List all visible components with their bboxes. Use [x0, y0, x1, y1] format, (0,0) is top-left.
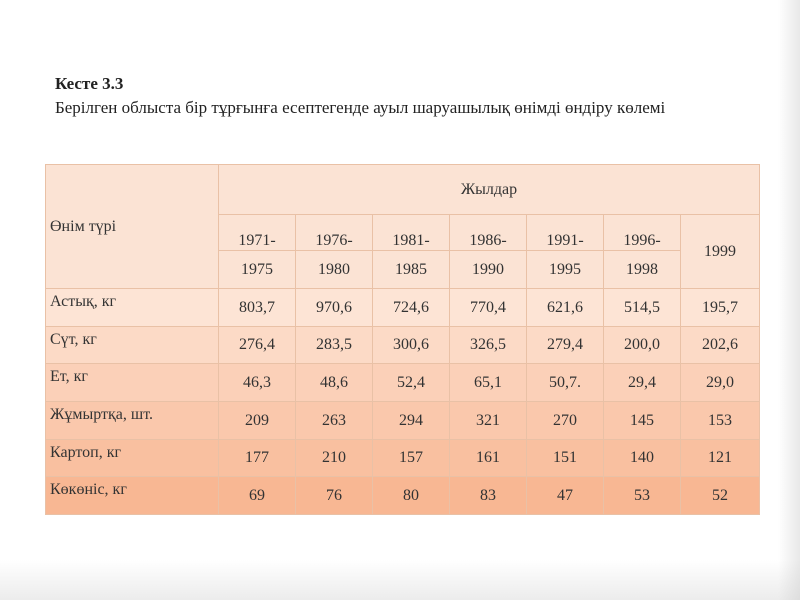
table-cell: 151	[527, 440, 604, 477]
row-label: Жұмыртқа, шт.	[46, 402, 219, 440]
table-cell: 514,5	[604, 289, 681, 327]
production-table-wrap	[45, 164, 760, 515]
table-cell: 53	[604, 477, 681, 515]
table-cell: 145	[604, 402, 681, 440]
slide-shadow-right	[778, 0, 800, 600]
period-start-2: 1976-	[296, 215, 373, 251]
table-cell: 52	[681, 477, 760, 515]
period-end-5: 1995	[527, 251, 604, 289]
production-table	[45, 164, 760, 515]
table-cell: 177	[219, 440, 296, 477]
table-row	[46, 440, 760, 477]
period-start-6: 1996-	[604, 215, 681, 251]
table-cell: 276,4	[219, 327, 296, 364]
table-cell: 970,6	[296, 289, 373, 327]
period-start-4: 1986-	[450, 215, 527, 251]
table-cell: 263	[296, 402, 373, 440]
period-start-3: 1981-	[373, 215, 450, 251]
table-cell: 50,7.	[527, 364, 604, 402]
table-cell: 65,1	[450, 364, 527, 402]
years-group-header: Жылдар	[219, 165, 760, 215]
row-label: Астық, кг	[46, 289, 219, 327]
table-cell: 294	[373, 402, 450, 440]
table-number: Кесте 3.3	[55, 74, 124, 93]
table-cell: 209	[219, 402, 296, 440]
table-cell: 76	[296, 477, 373, 515]
table-cell: 326,5	[450, 327, 527, 364]
slide-shadow-bottom	[0, 560, 800, 600]
table-caption	[55, 72, 755, 120]
table-cell: 321	[450, 402, 527, 440]
table-row	[46, 289, 760, 327]
table-cell: 803,7	[219, 289, 296, 327]
table-cell: 83	[450, 477, 527, 515]
table-cell: 47	[527, 477, 604, 515]
table-cell: 300,6	[373, 327, 450, 364]
table-cell: 210	[296, 440, 373, 477]
table-cell: 140	[604, 440, 681, 477]
table-cell: 279,4	[527, 327, 604, 364]
period-end-6: 1998	[604, 251, 681, 289]
row-label: Сүт, кг	[46, 327, 219, 364]
period-start-1: 1971-	[219, 215, 296, 251]
table-cell: 621,6	[527, 289, 604, 327]
period-start-5: 1991-	[527, 215, 604, 251]
table-cell: 52,4	[373, 364, 450, 402]
table-cell: 202,6	[681, 327, 760, 364]
row-label: Картоп, кг	[46, 440, 219, 477]
table-title: Берілген облыста бір тұрғынға есептегенде ауыл шаруашылық өнімді өндіру көлемі	[55, 98, 666, 117]
table-cell: 121	[681, 440, 760, 477]
table-cell: 200,0	[604, 327, 681, 364]
table-cell: 770,4	[450, 289, 527, 327]
table-row	[46, 327, 760, 364]
table-cell: 29,0	[681, 364, 760, 402]
table-cell: 161	[450, 440, 527, 477]
period-end-2: 1980	[296, 251, 373, 289]
table-cell: 153	[681, 402, 760, 440]
table-cell: 157	[373, 440, 450, 477]
year-1999-header: 1999	[681, 215, 760, 289]
table-cell: 29,4	[604, 364, 681, 402]
table-cell: 195,7	[681, 289, 760, 327]
row-label: Көкөніс, кг	[46, 477, 219, 515]
table-row	[46, 364, 760, 402]
table-cell: 724,6	[373, 289, 450, 327]
table-cell: 69	[219, 477, 296, 515]
table-row	[46, 477, 760, 515]
table-cell: 283,5	[296, 327, 373, 364]
product-type-header: Өнім түрі	[46, 165, 219, 289]
period-end-4: 1990	[450, 251, 527, 289]
table-cell: 48,6	[296, 364, 373, 402]
table-cell: 270	[527, 402, 604, 440]
table-cell: 46,3	[219, 364, 296, 402]
period-end-1: 1975	[219, 251, 296, 289]
table-row	[46, 402, 760, 440]
table-cell: 80	[373, 477, 450, 515]
row-label: Ет, кг	[46, 364, 219, 402]
period-end-3: 1985	[373, 251, 450, 289]
